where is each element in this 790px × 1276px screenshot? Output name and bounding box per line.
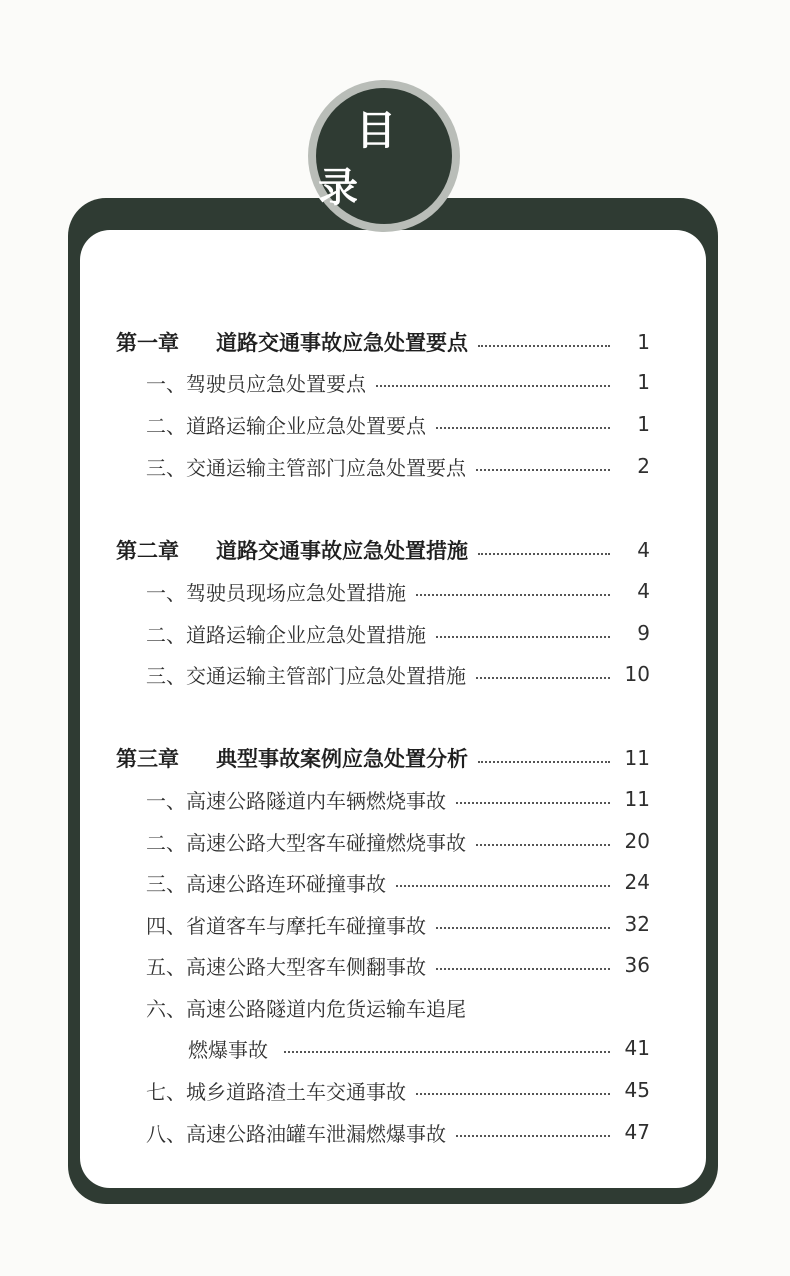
- chapter-title: 道路交通事故应急处置措施: [216, 539, 468, 563]
- page-number: 11: [624, 746, 650, 770]
- entry-label: 五、高速公路大型客车侧翻事故: [146, 954, 426, 979]
- entry-label: 一、驾驶员应急处置要点: [146, 371, 366, 396]
- leader-dots: [476, 844, 610, 846]
- page-number: 41: [624, 1036, 650, 1060]
- page-number: 32: [624, 912, 650, 936]
- toc-entry[interactable]: [146, 1114, 650, 1150]
- leader-dots: [416, 1093, 610, 1095]
- leader-dots: [376, 385, 610, 387]
- chapter-title: 道路交通事故应急处置要点: [216, 331, 468, 355]
- leader-dots: [478, 553, 610, 555]
- leader-dots: [396, 885, 610, 887]
- chapter-number: 第二章: [116, 539, 179, 563]
- page-number: 11: [624, 787, 650, 811]
- entry-label: 三、交通运输主管部门应急处置措施: [146, 663, 466, 688]
- entry-label: 二、道路运输企业应急处置要点: [146, 413, 426, 438]
- page-number: 1: [637, 330, 650, 354]
- leader-dots: [436, 968, 610, 970]
- chapter-number: 第三章: [116, 747, 179, 771]
- entry-label: 三、高速公路连环碰撞事故: [146, 871, 386, 896]
- leader-dots: [436, 427, 610, 429]
- toc-entry[interactable]: [146, 364, 650, 400]
- page-number: 4: [637, 579, 650, 603]
- entry-label: 三、交通运输主管部门应急处置要点: [146, 455, 466, 480]
- entry-label: 一、高速公路隧道内车辆燃烧事故: [146, 788, 446, 813]
- toc-entry[interactable]: [146, 656, 650, 692]
- leader-dots: [416, 594, 610, 596]
- page-number: 36: [624, 953, 650, 977]
- leader-dots: [436, 927, 610, 929]
- leader-dots: [478, 761, 610, 763]
- toc-entry[interactable]: [146, 406, 650, 442]
- toc-chapter-1[interactable]: [116, 324, 650, 360]
- toc-entry-continuation[interactable]: [188, 1030, 650, 1066]
- leader-dots: [284, 1051, 610, 1053]
- entry-label: 一、驾驶员现场应急处置措施: [146, 580, 406, 605]
- leader-dots: [478, 345, 610, 347]
- page-number: 1: [637, 370, 650, 394]
- page-title: 目 录: [316, 88, 452, 224]
- page-number: 45: [624, 1078, 650, 1102]
- page-number: 47: [624, 1120, 650, 1144]
- entry-label-continuation: 燃爆事故: [188, 1037, 268, 1062]
- leader-dots: [476, 469, 610, 471]
- page-number: 4: [637, 538, 650, 562]
- page-number: 20: [624, 829, 650, 853]
- chapter-number: 第一章: [116, 331, 179, 355]
- toc-entry[interactable]: [146, 781, 650, 817]
- toc-entry-multiline[interactable]: [146, 989, 650, 1025]
- page-number: 2: [637, 454, 650, 478]
- toc-entry[interactable]: [146, 947, 650, 983]
- entry-label: 二、高速公路大型客车碰撞燃烧事故: [146, 830, 466, 855]
- entry-label: 八、高速公路油罐车泄漏燃爆事故: [146, 1121, 446, 1146]
- leader-dots: [476, 677, 610, 679]
- page-number: 10: [624, 662, 650, 686]
- entry-label: 七、城乡道路渣土车交通事故: [146, 1079, 406, 1104]
- leader-dots: [456, 1135, 610, 1137]
- toc-entry[interactable]: [146, 906, 650, 942]
- toc-chapter-2[interactable]: [116, 532, 650, 568]
- toc-entry[interactable]: [146, 1072, 650, 1108]
- toc-entry[interactable]: [146, 864, 650, 900]
- toc-entry[interactable]: [146, 823, 650, 859]
- leader-dots: [436, 636, 610, 638]
- entry-label: 六、高速公路隧道内危货运输车追尾: [146, 996, 466, 1021]
- toc-entry[interactable]: [146, 615, 650, 651]
- page-number: 1: [637, 412, 650, 436]
- toc-entry[interactable]: [146, 448, 650, 484]
- entry-label: 二、道路运输企业应急处置措施: [146, 622, 426, 647]
- page-number: 9: [637, 621, 650, 645]
- toc-chapter-3[interactable]: [116, 740, 650, 776]
- page-number: 24: [624, 870, 650, 894]
- leader-dots: [456, 802, 610, 804]
- chapter-title: 典型事故案例应急处置分析: [216, 747, 468, 771]
- toc-entry[interactable]: [146, 573, 650, 609]
- entry-label: 四、省道客车与摩托车碰撞事故: [146, 913, 426, 938]
